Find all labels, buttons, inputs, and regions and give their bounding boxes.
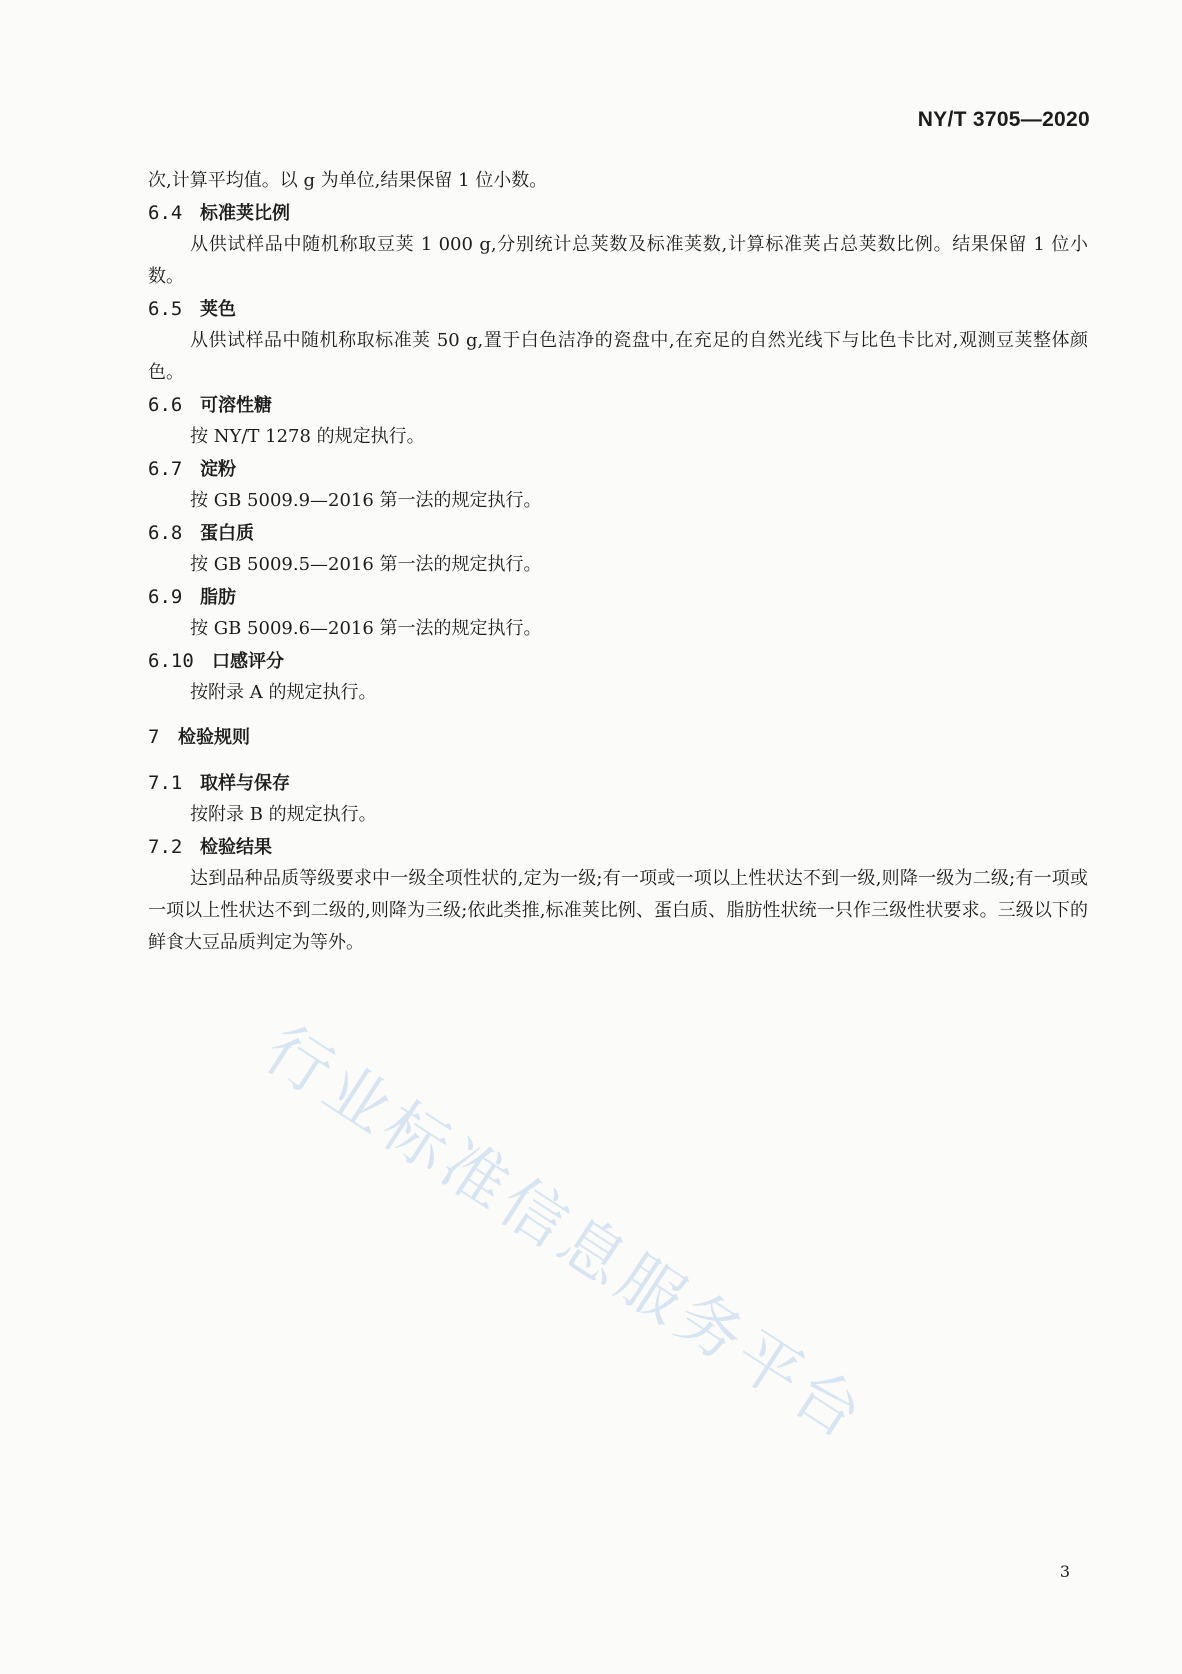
section-6-7-body: 按 GB 5009.9—2016 第一法的规定执行。: [190, 490, 542, 511]
chapter-7-heading: [148, 721, 1088, 753]
section-title: 荚色: [200, 299, 236, 320]
section-7-1-body: 按附录 B 的规定执行。: [190, 804, 377, 825]
chapter-title: 检验规则: [178, 727, 250, 748]
section-number: 7.2: [148, 836, 183, 858]
section-number: 7.1: [148, 772, 183, 794]
section-number: 6.4: [148, 202, 183, 224]
section-number: 6.5: [148, 298, 183, 320]
section-title: 淀粉: [200, 459, 236, 480]
section-6-6-body: 按 NY/T 1278 的规定执行。: [190, 426, 425, 447]
section-6-4-heading: [148, 197, 1088, 229]
section-7-2-body: 达到品种品质等级要求中一级全项性状的,定为一级;有一项或一项以上性状达不到一级,则降一级为二级;有一项或一项以上性状达不到二级的,则降为三级;依此类推,标准荚比例、蛋白质、脂肪性状统一只作三级性状要求。三级以下的鲜食大豆品质判定为等外。: [148, 868, 1088, 953]
standard-code: NY/T 3705—2020: [917, 108, 1090, 131]
section-title: 口感评分: [212, 651, 284, 672]
section-7-1-heading: [148, 767, 1088, 799]
section-6-5-body: 从供试样品中随机称取标准荚 50 g,置于白色洁净的瓷盘中,在充足的自然光线下与比色卡比对,观测豆荚整体颜色。: [148, 330, 1088, 383]
section-title: 取样与保存: [200, 773, 290, 794]
section-6-10-body: 按附录 A 的规定执行。: [190, 682, 377, 703]
section-number: 6.10: [148, 650, 194, 672]
section-title: 标准荚比例: [200, 203, 290, 224]
section-title: 蛋白质: [200, 523, 254, 544]
section-6-8-body: 按 GB 5009.5—2016 第一法的规定执行。: [190, 554, 542, 575]
section-number: 6.8: [148, 522, 183, 544]
section-title: 检验结果: [200, 837, 272, 858]
section-6-9-body: 按 GB 5009.6—2016 第一法的规定执行。: [190, 618, 542, 639]
section-6-8-heading: [148, 517, 1088, 549]
section-number: 6.6: [148, 394, 183, 416]
chapter-number: 7: [148, 726, 160, 748]
document-body: [148, 165, 1088, 959]
section-6-9-heading: [148, 581, 1088, 613]
section-number: 6.9: [148, 586, 183, 608]
page-number: 3: [1059, 1562, 1070, 1581]
section-6-4-body: 从供试样品中随机称取豆荚 1 000 g,分别统计总荚数及标准荚数,计算标准荚占总荚数比例。结果保留 1 位小数。: [148, 234, 1088, 287]
intro-continuation: 次,计算平均值。以 g 为单位,结果保留 1 位小数。: [148, 170, 548, 191]
section-7-2-heading: [148, 831, 1088, 863]
section-title: 脂肪: [200, 587, 236, 608]
section-6-6-heading: [148, 389, 1088, 421]
section-6-7-heading: [148, 453, 1088, 485]
section-6-5-heading: [148, 293, 1088, 325]
section-6-10-heading: [148, 645, 1088, 677]
section-number: 6.7: [148, 458, 183, 480]
section-title: 可溶性糖: [200, 395, 272, 416]
watermark: 行业标准信息服务平台: [251, 1012, 879, 1456]
